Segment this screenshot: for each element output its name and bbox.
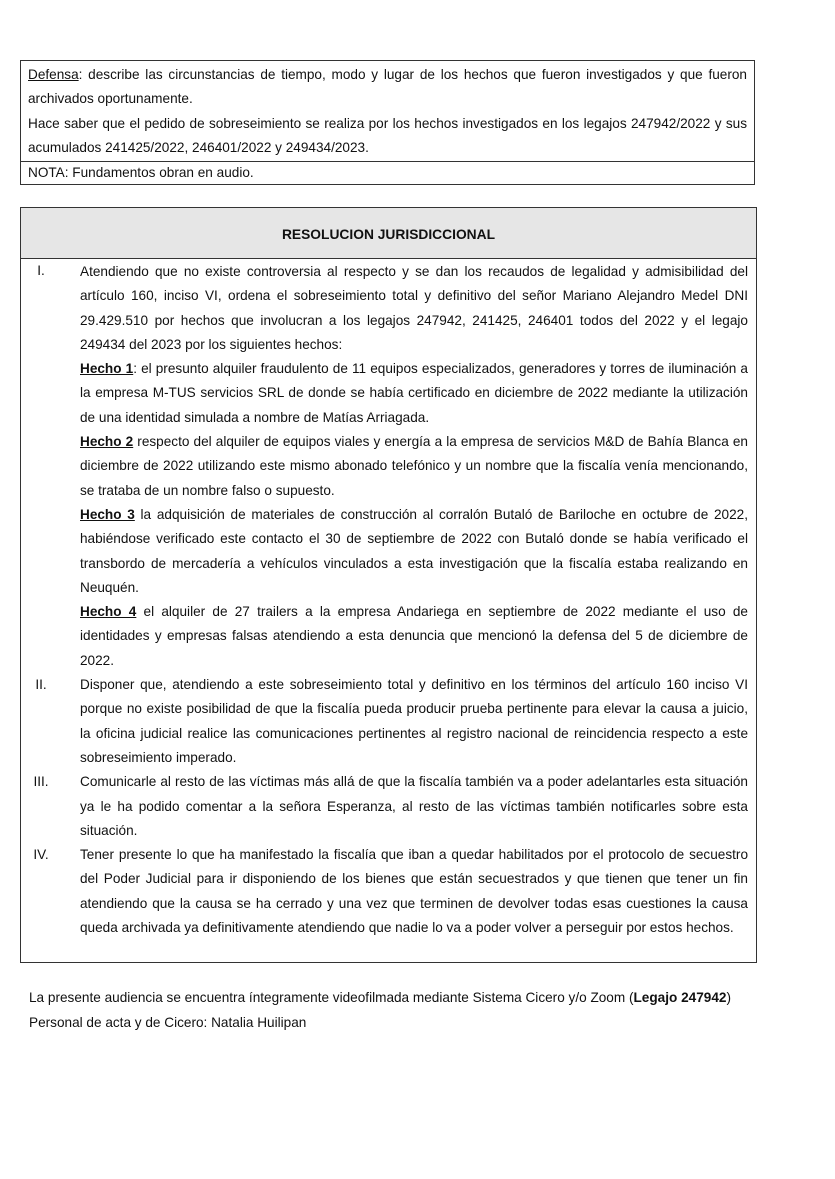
defensa-label: Defensa bbox=[28, 67, 79, 82]
hecho-3 bbox=[80, 503, 748, 600]
hecho-2 bbox=[80, 430, 748, 503]
defensa-text-2: Hace saber que el pedido de sobreseimiento se realiza por los hechos investigados en los legajos 247942/2022 y sus acumulados 241425/2022, 246401/2022 y 249434/2023. bbox=[28, 115, 747, 156]
list-item bbox=[21, 259, 756, 673]
item-text: Comunicarle al resto de las víctimas más allá de que la fiscalía también va a poder adelantarles esta situación ya le ha podido comentar a la señora Esperanza, al resto de las víctimas también notificarles sobre esta situación. bbox=[80, 774, 748, 838]
resolucion-list bbox=[21, 259, 756, 940]
item-number: IV. bbox=[33, 847, 49, 863]
item-text: Disponer que, atendiendo a este sobreseimiento total y definitivo en los términos del artículo 160 inciso VI porque no existe posibilidad de que la fiscalía pueda producir prueba pertinente para elevar la causa a juicio, la oficina judicial realice las comunicaciones pertinentes al registro nacional de reincidencia respecto a este sobreseimiento imperado. bbox=[80, 677, 748, 765]
hecho-1 bbox=[80, 357, 748, 430]
item-number: II. bbox=[35, 677, 47, 693]
item-text: Atendiendo que no existe controversia al respecto y se dan los recaudos de legalidad y admisibilidad del artículo 160, inciso VI, ordena el sobreseimiento total y definitivo del señor Mariano Alejandro Medel DNI 29.429.510 por hechos que involucran a los legajos 247942, 241425, 246401 todos del 2022 y el legajo 249434 del 2023 por los siguientes hechos: bbox=[80, 264, 748, 352]
hecho-title: Hecho 3 bbox=[80, 506, 135, 522]
hecho-4 bbox=[80, 600, 748, 673]
list-item bbox=[21, 843, 756, 940]
footer-text: La presente audiencia se encuentra íntegramente videofilmada mediante Sistema Cicero y/o Zoom ( bbox=[29, 990, 634, 1005]
hecho-text: : el presunto alquiler fraudulento de 11 equipos especializados, generadores y torres de iluminación a la empresa M-TUS servicios SRL de donde se había certificado en diciembre de 2022 mediante la utilización de una identidad simulada a nombre de Matías Arriagada. bbox=[80, 361, 748, 425]
resolucion-title: RESOLUCION JURISDICCIONAL bbox=[21, 208, 756, 259]
item-text: Tener presente lo que ha manifestado la fiscalía que iban a quedar habilitados por el protocolo de secuestro del Poder Judicial para ir disponiendo de los bienes que están secuestrados y que tienen que tener un fin atendiendo que la causa se ha cerrado y una vez que terminen de devolver todas esas cuestiones la causa queda archivada ya definitivamente atendiendo que nadie lo va a poder volver a perseguir por estos hechos. bbox=[80, 847, 748, 936]
defensa-text-1: : describe las circunstancias de tiempo, modo y lugar de los hechos que fueron investigados y que fueron archivados oportunamente. bbox=[28, 67, 747, 107]
hecho-text: respecto del alquiler de equipos viales y energía a la empresa de servicios M&D de Bahía Blanca en diciembre de 2022 utilizando este mismo abonado telefónico y un nombre que la fiscalía venía mencionando, se trataba de un nombre falso o supuesto. bbox=[80, 434, 748, 498]
hecho-title: Hecho 4 bbox=[80, 604, 137, 620]
hecho-text: el alquiler de 27 trailers a la empresa Andariega en septiembre de 2022 mediante el uso de identidades y empresas falsas atendiendo a esta denuncia que mencionó la defensa del 5 de diciembre de 2022. bbox=[80, 604, 748, 668]
footer-line-2: Personal de acta y de Cicero: Natalia Huilipan bbox=[29, 1014, 307, 1030]
hecho-title: Hecho 1 bbox=[80, 361, 134, 377]
item-number: I. bbox=[37, 263, 45, 278]
hecho-text: la adquisición de materiales de construcción al corralón Butaló de Bariloche en octubre de 2022, habiéndose verificado este contacto el 30 de septiembre de 2022 con Butaló donde se había verificado el transbordo de mercadería a vehículos vinculados a esta investigación que la fiscalía estaba realizando en Neuquén. bbox=[80, 506, 748, 595]
item-number: III. bbox=[33, 774, 49, 790]
defensa-section bbox=[20, 60, 755, 185]
footer-legajo: Legajo 247942 bbox=[633, 990, 727, 1005]
resolucion-section bbox=[20, 207, 757, 963]
footer bbox=[29, 986, 759, 1035]
defensa-body bbox=[21, 61, 754, 161]
hecho-title: Hecho 2 bbox=[80, 434, 134, 450]
list-item bbox=[21, 673, 756, 770]
footer-line-1 bbox=[29, 986, 759, 1011]
list-item bbox=[21, 770, 756, 843]
defensa-nota: NOTA: Fundamentos obran en audio. bbox=[21, 161, 754, 184]
footer-close: ) bbox=[726, 990, 731, 1005]
